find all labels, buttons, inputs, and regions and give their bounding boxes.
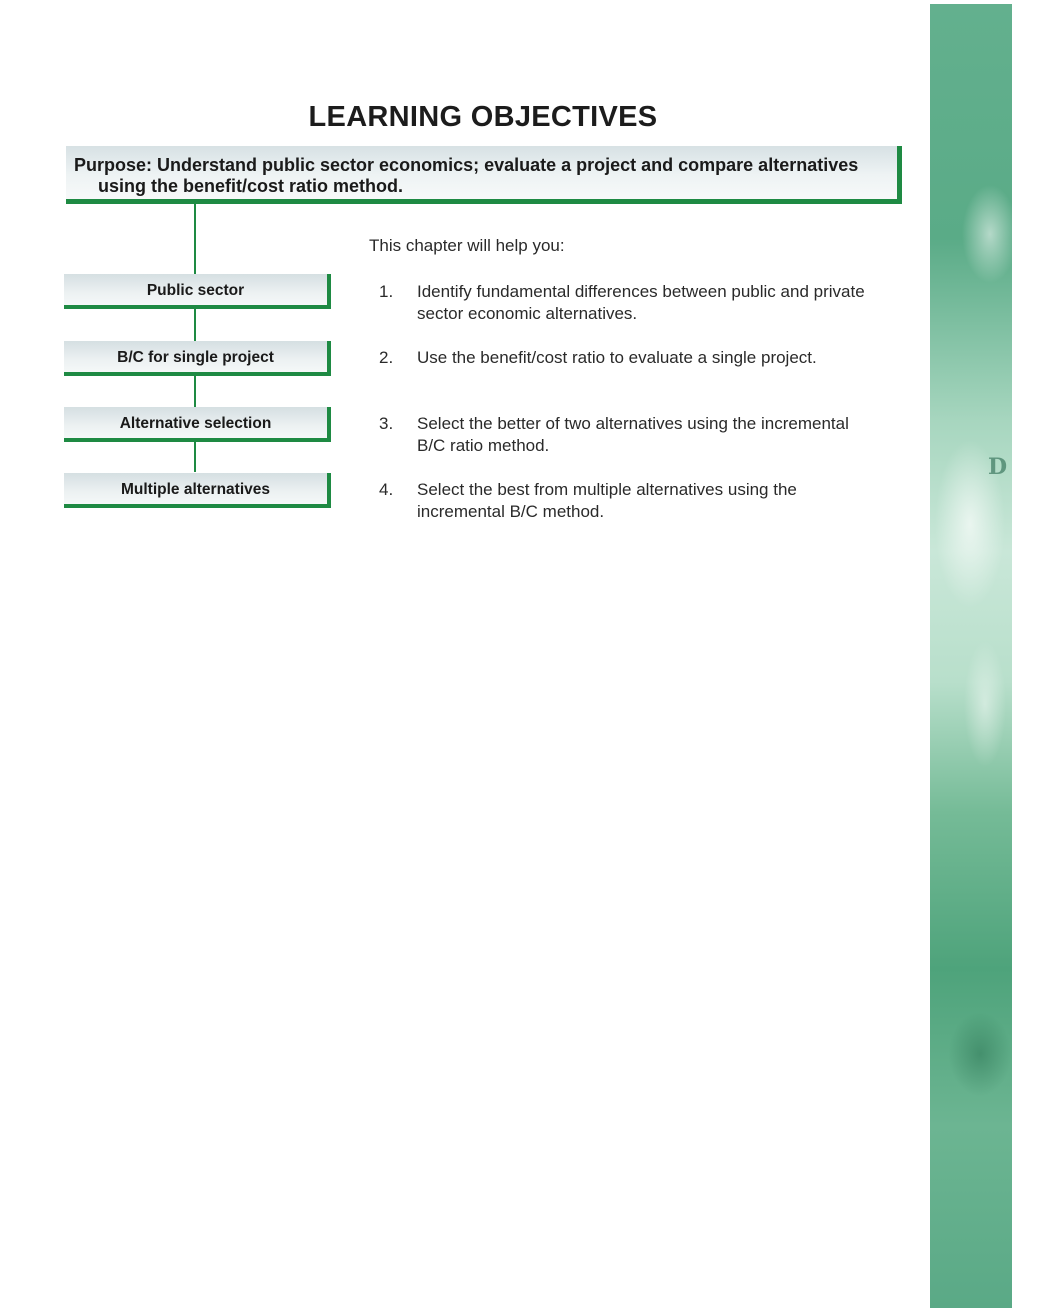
decorative-side-image [930,4,1012,1308]
flow-connector [194,375,196,407]
flow-step-label: Public sector [146,282,245,299]
objective-line: Select the best from multiple alternatives using the [417,480,797,499]
objective-number: 2. [379,348,394,367]
objective-line: incremental B/C method. [417,502,605,521]
flow-connector [194,441,196,472]
objective-text [417,413,917,457]
objectives-intro: This chapter will help you: [369,236,565,255]
purpose-banner [66,146,902,204]
flow-step-label: Alternative selection [119,415,272,432]
flow-connector [194,308,196,341]
flow-step-public-sector [64,274,331,309]
objective-number: 3. [379,414,394,433]
purpose-text [74,155,884,197]
flow-step-multiple-alternatives [64,473,331,508]
flow-step-label: Multiple alternatives [120,481,270,498]
flow-step-alternative-selection [64,407,331,442]
side-image-letter: D [988,454,1008,480]
objective-text [417,347,917,369]
objective-number: 1. [379,282,394,301]
flow-connector [194,204,196,274]
objective-line: sector economic alternatives. [417,304,638,323]
objective-line: Identify fundamental differences between public and private [417,282,865,301]
page-title: LEARNING OBJECTIVES [308,101,658,133]
purpose-line-2: using the benefit/cost ratio method. [98,176,404,196]
objective-text [417,479,917,523]
objective-text [417,281,917,325]
purpose-line-1: Purpose: Understand public sector economics; evaluate a project and compare alternatives [74,155,859,175]
objective-line: Select the better of two alternatives using the incremental [417,414,849,433]
flow-step-label: B/C for single project [117,349,274,366]
objective-number: 4. [379,480,394,499]
flow-step-bc-single-project [64,341,331,376]
objective-line: B/C ratio method. [417,436,550,455]
objective-line: Use the benefit/cost ratio to evaluate a single project. [417,348,817,367]
